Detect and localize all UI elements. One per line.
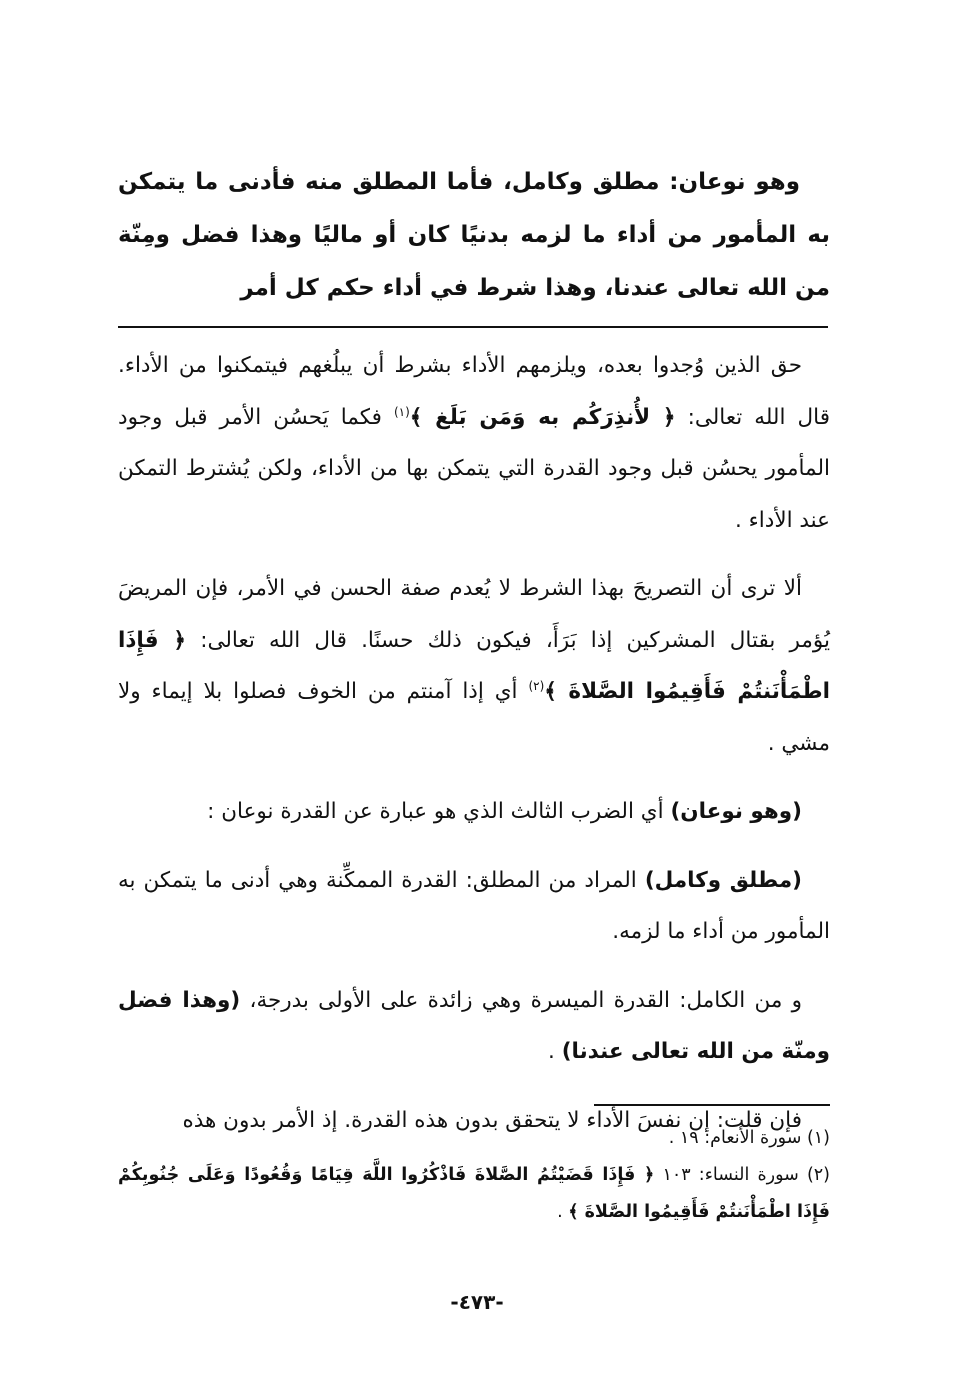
text-segment: أي الضرب الثالث الذي هو عبارة عن القدرة نوعان : — [207, 799, 671, 824]
commentary-paragraph-4 — [118, 855, 830, 958]
quoted-matn: (وهو نوعان) — [670, 799, 802, 824]
footnote-divider — [594, 1104, 830, 1106]
quran-quote: ﴿ لأُنذِرَكُم به وَمَن بَلَغ ﴾ — [409, 404, 676, 430]
commentary — [118, 340, 830, 1163]
quran-quote: ﴿ فَإِذَا اطْمَأْنَنتُمْ فَأَقِيمُوا الصَّلاةَ ﴾ — [118, 627, 830, 704]
main-text — [118, 156, 830, 315]
main-text-paragraph: وهو نوعان: مطلق وكامل، فأما المطلق منه فأدنى ما يتمكن به المأمور من أداء ما لزمه بدنيًا كان أو ماليًا وهذا فضل ومِنّة من الله تعالى عندنا، وهذا شرط في أداء حكم كل أمر — [118, 169, 830, 301]
commentary-paragraph-1 — [118, 340, 830, 546]
text-segment: المراد من المطلق: القدرة الممكِّنة وهي أدنى ما يتمكن به المأمور من أداء ما لزمه. — [118, 867, 830, 944]
text-segment: و من الكامل: القدرة الميسرة وهي زائدة على الأولى بدرجة، — [240, 987, 802, 1013]
footnote-1 — [118, 1120, 830, 1157]
text-segment: حق الذين وُجدوا بعده، ويلزمهم الأداء بشرط أن يبلُغهم فيتمكنوا من الأداء. قال الله تعالى: — [118, 353, 830, 430]
commentary-paragraph-5 — [118, 975, 830, 1078]
main-text-divider — [118, 326, 828, 328]
commentary-paragraph-2 — [118, 563, 830, 769]
footnote-text: سورة الأنعام: ١٩ . — [668, 1128, 807, 1148]
footnotes — [118, 1120, 830, 1231]
text-segment: أي إذا آمنتم من الخوف فصلوا بلا إيماء ولا مشي . — [118, 679, 830, 756]
quran-quote: ﴿ فَإِذَا قَضَيْتُمُ الصَّلاةَ فَاذْكُرُوا اللَّهَ قِيَامًا وَقُعُودًا وَعَلَى جُنُوبِكُمْ فَإِذَا اطْمَأْنَنتُمْ فَأَقِيمُوا الصَّلاةَ ﴾ — [118, 1165, 830, 1222]
footnote-text: سورة النساء: ١٠٣ — [654, 1165, 807, 1185]
commentary-paragraph-3 — [118, 786, 830, 838]
text-segment: . — [548, 1039, 562, 1064]
footnote-ref-1: (١) — [393, 404, 410, 419]
footnote-number: (١) — [806, 1128, 830, 1148]
commentary-paragraph-6: فإن قلت: إن نفسَ الأداء لا يتحقق بدون هذه القدرة. إذ الأمر بدون هذه — [182, 1107, 802, 1133]
quoted-matn: (وهذا فضل ومنّة من الله تعالى عندنا) — [118, 987, 830, 1064]
footnote-text: . — [557, 1202, 569, 1222]
page-number: -٤٧٣- — [450, 1290, 504, 1314]
text-segment: ألا ترى أن التصريحَ بهذا الشرط لا يُعدم صفة الحسن في الأمر، فإن المريضَ يُؤمر بقتال المشركين إذا بَرَأَ، فيكون ذلك حسنًا. قال الله تعالى: — [118, 576, 830, 653]
footnote-ref-2: (٢) — [528, 678, 545, 693]
text-segment: فكما يَحسُن الأمر قبل وجود المأمور يحسُن قبل وجود القدرة التي يتمكن بها من الأداء، ولكن يُشترط التمكن عند الأداء . — [118, 404, 830, 533]
footnote-2 — [118, 1157, 830, 1231]
footnote-number: (٢) — [806, 1165, 830, 1185]
quoted-matn: (مطلق وكامل) — [644, 867, 802, 893]
